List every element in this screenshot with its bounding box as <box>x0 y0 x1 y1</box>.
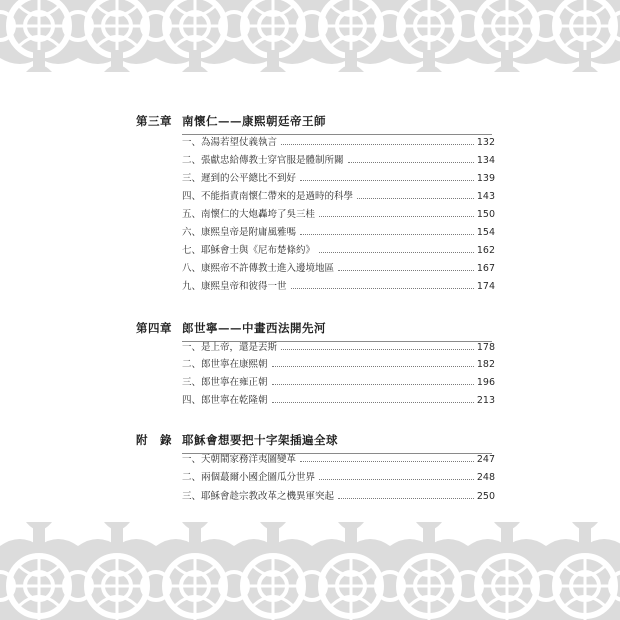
toc-entry[interactable] <box>182 134 495 148</box>
dot-leader <box>272 402 474 403</box>
entry-title: 五、南懷仁的大炮轟垮了吳三桂 <box>182 209 316 220</box>
page-number: 248 <box>476 472 495 483</box>
toc-entry[interactable] <box>182 469 495 483</box>
entry-title: 九、康熙皇帝和彼得一世 <box>182 281 287 292</box>
entry-title: 三、郎世寧在雍正朝 <box>182 377 268 388</box>
entry-title: 三、遲到的公平總比不到好 <box>182 173 297 184</box>
entry-title: 二、兩個蕞爾小國企圖瓜分世界 <box>182 472 316 483</box>
entry-title: 二、郎世寧在康熙朝 <box>182 359 268 370</box>
entry-title: 四、不能指責南懷仁帶來的是過時的科學 <box>182 191 354 202</box>
page-number: 154 <box>476 227 495 238</box>
toc-entry[interactable] <box>182 339 495 353</box>
entry-title: 一、為湯若望仗義執言 <box>182 137 278 148</box>
dot-leader <box>319 479 474 480</box>
page-number: 174 <box>476 281 495 292</box>
chapter-heading <box>136 320 496 336</box>
entry-title: 七、耶穌會士與《尼布楚條約》 <box>182 245 316 256</box>
toc-entry[interactable] <box>182 206 495 220</box>
page-number: 139 <box>476 173 495 184</box>
toc-entry[interactable] <box>182 188 495 202</box>
chapter-4 <box>136 320 496 406</box>
dot-leader <box>272 366 474 367</box>
dot-leader <box>338 270 474 271</box>
page-number: 167 <box>476 263 495 274</box>
dot-leader <box>319 252 474 253</box>
entry-title: 四、郎世寧在乾隆朝 <box>182 395 268 406</box>
chapter-number: 第四章 <box>136 321 172 335</box>
page-number: 182 <box>476 359 495 370</box>
dot-leader <box>300 180 474 181</box>
toc-entry[interactable] <box>182 451 495 465</box>
toc-entry[interactable] <box>182 392 495 406</box>
dot-leader <box>281 144 474 145</box>
page-number: 132 <box>476 137 495 148</box>
entry-title: 一、是上帝，還是丟斯 <box>182 342 278 353</box>
dot-leader <box>291 288 474 289</box>
page-number: 213 <box>476 395 495 406</box>
dot-leader <box>300 234 474 235</box>
entry-title: 八、康熙帝不許傳教士進入邊境地區 <box>182 263 335 274</box>
chapter-heading <box>136 113 496 129</box>
chapter-number: 附 錄 <box>136 433 172 447</box>
toc-entry[interactable] <box>182 224 495 238</box>
dot-leader <box>300 461 474 462</box>
chapter-title: 耶穌會想要把十字架插遍全球 <box>182 433 338 447</box>
page-number: 134 <box>476 155 495 166</box>
dot-leader <box>272 384 474 385</box>
toc-entry[interactable] <box>182 242 495 256</box>
chapter-heading <box>136 432 496 448</box>
dot-leader <box>319 216 474 217</box>
chapter-title: 南懷仁——康熙朝廷帝王師 <box>182 114 326 128</box>
page-number: 150 <box>476 209 495 220</box>
chapter-3 <box>136 113 496 292</box>
entry-title: 三、耶穌會趁宗教改革之機異軍突起 <box>182 491 335 502</box>
entry-title: 二、張獻忠給傳教士穿官服是體制所關 <box>182 155 344 166</box>
page-number: 250 <box>476 491 495 502</box>
toc-entry[interactable] <box>182 278 495 292</box>
toc-entry[interactable] <box>182 356 495 370</box>
page-number: 162 <box>476 245 495 256</box>
toc-entry[interactable] <box>182 488 495 502</box>
appendix <box>136 432 496 502</box>
page-number: 178 <box>476 342 495 353</box>
entry-title: 一、天朝鬧家務洋夷圖變革 <box>182 454 297 465</box>
page-number: 247 <box>476 454 495 465</box>
toc-entry[interactable] <box>182 170 495 184</box>
dot-leader <box>338 498 474 499</box>
toc-entry[interactable] <box>182 260 495 274</box>
toc-entry[interactable] <box>182 374 495 388</box>
dot-leader <box>348 162 474 163</box>
page-number: 143 <box>476 191 495 202</box>
chapter-number: 第三章 <box>136 114 172 128</box>
toc-entry[interactable] <box>182 152 495 166</box>
dot-leader <box>281 349 474 350</box>
entry-title: 六、康熙皇帝是附庸風雅嗎 <box>182 227 297 238</box>
dot-leader <box>357 198 474 199</box>
page-number: 196 <box>476 377 495 388</box>
chapter-title: 郎世寧——中畫西法開先河 <box>182 321 326 335</box>
